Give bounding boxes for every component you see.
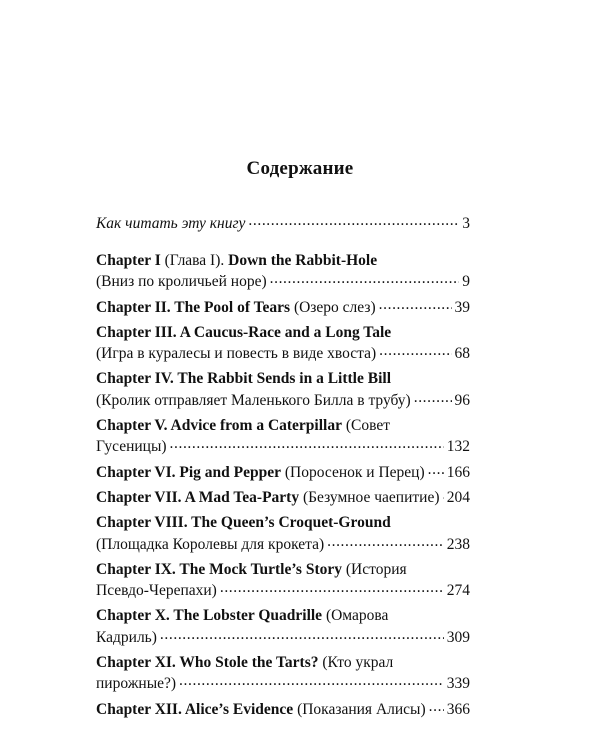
chapter-title-ru: (Игра в куралесы и повесть в виде хвоста) [96, 345, 377, 362]
toc-entry-label: Как читать эту книгу [96, 214, 246, 232]
toc-entry-chapter-11 [96, 652, 470, 695]
chapter-title-en: Chapter VI. Pig and Pepper [96, 463, 282, 481]
toc-entry-chapter-3 [96, 322, 470, 365]
chapter-title-ru: (Показания Алисы) [293, 700, 426, 718]
dot-leader [170, 436, 444, 452]
toc-entry-chapter-8 [96, 512, 470, 555]
toc-page-number: 366 [446, 700, 470, 718]
toc-page-number: 166 [446, 463, 470, 481]
chapter-title-en: Chapter XII. Alice’s Evidence [96, 700, 294, 718]
chapter-title-ru: (Озеро слез) [290, 298, 376, 316]
chapter-title-ru-part2: Гусеницы) [96, 438, 167, 455]
dot-leader [179, 673, 444, 689]
toc-page-number: 39 [454, 298, 470, 316]
dot-leader [414, 389, 452, 405]
chapter-title-en: Chapter X. The Lobster Quadrille [96, 607, 323, 624]
dot-leader [379, 343, 451, 359]
dot-leader [270, 271, 460, 287]
chapter-title-en: Chapter VII. A Mad Tea-Party [96, 489, 300, 506]
chapter-title-en: Chapter XI. Who Stole the Tarts? [96, 653, 319, 671]
chapter-title-en: Chapter VIII. The Queen’s Croquet-Ground [96, 514, 391, 531]
dot-leader [220, 580, 444, 596]
chapter-title-ru-part2: Псевдо-Черепахи) [96, 582, 217, 599]
dot-leader [248, 212, 459, 228]
chapter-title-en: Chapter III. A Caucus-Race and a Long Tale [96, 323, 392, 341]
chapter-title-ru-part2: пирожные?) [96, 675, 177, 692]
chapter-title-en: Down the Rabbit-Hole [228, 251, 378, 269]
dot-leader [443, 487, 444, 503]
page-title: Содержание [246, 158, 354, 179]
chapter-title-ru-part1: (Совет [341, 416, 390, 434]
chapter-title-en: Chapter II. The Pool of Tears [96, 298, 291, 316]
toc-page-number: 68 [454, 345, 470, 362]
dot-leader [379, 296, 452, 312]
toc-entry-chapter-1 [96, 250, 470, 293]
chapter-title-ru-part1: (История [342, 560, 407, 578]
chapter-title-en: Chapter IV. The Rabbit Sends in a Little Bill [96, 370, 391, 387]
toc-entry-chapter-6 [96, 461, 470, 483]
toc-page-number: 9 [462, 273, 470, 290]
chapter-title-ru: (Вниз по кроличьей норе) [96, 273, 267, 290]
dot-leader [160, 626, 444, 642]
dot-leader [327, 533, 444, 549]
dot-leader [428, 461, 444, 477]
toc-entry-chapter-7 [96, 487, 470, 509]
toc-entry-chapter-4 [96, 368, 470, 411]
toc-entry-chapter-10 [96, 605, 470, 648]
chapter-title-ru-part2: Кадриль) [96, 628, 157, 646]
chapter-title-en: Chapter IX. The Mock Turtle’s Story [96, 560, 343, 578]
chapter-number-ru: (Глава I). [160, 251, 229, 269]
toc-entry-chapter-9 [96, 559, 470, 602]
chapter-title-ru: (Поросенок и Перец) [281, 463, 425, 481]
toc-page-number: 274 [446, 582, 470, 599]
chapter-number: Chapter I [96, 251, 161, 269]
chapter-title-ru: (Кролик отправляет Маленького Билла в трубу) [96, 391, 411, 409]
toc-entry-chapter-2 [96, 296, 470, 318]
toc-page-number: 3 [462, 214, 470, 232]
toc-page-number: 238 [446, 535, 470, 553]
toc-page-number: 339 [446, 675, 470, 692]
dot-leader [429, 698, 444, 714]
toc-page-number: 132 [446, 438, 470, 455]
toc-page-number: 309 [446, 628, 470, 646]
chapter-title-ru: (Площадка Королевы для крокета) [96, 535, 325, 553]
toc-page-number: 96 [454, 391, 470, 409]
chapter-title-ru: (Безумное чаепитие) [299, 489, 440, 506]
chapter-title-ru-part1: (Кто украл [318, 653, 394, 671]
toc-entry-intro [96, 212, 470, 234]
chapter-title-en: Chapter V. Advice from a Caterpillar [96, 416, 342, 434]
table-of-contents [96, 212, 470, 724]
toc-page-number: 204 [446, 489, 470, 506]
chapter-title-ru-part1: (Омарова [322, 607, 389, 624]
toc-entry-chapter-5 [96, 415, 470, 458]
toc-entry-chapter-12 [96, 698, 470, 720]
